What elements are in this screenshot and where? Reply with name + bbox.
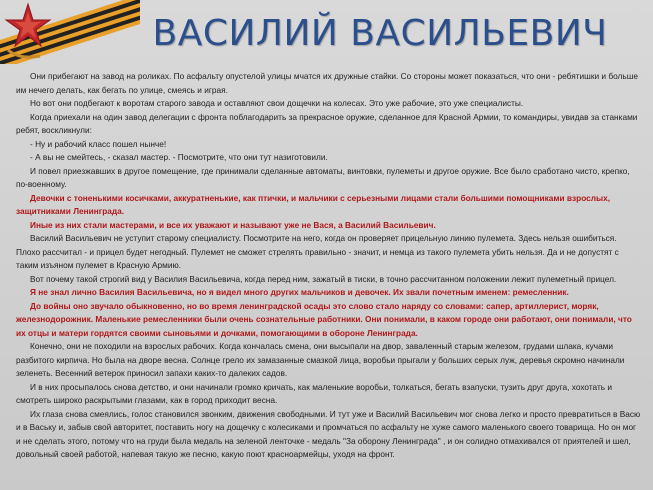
article-body [16,70,642,486]
paragraph: И повел приезжавших в другое помещение, где принимали сделанные автоматы, винтовки, пулеметы и другое оружие. Все было сработано чисто, крепко, по-военному. [16,165,630,189]
emphasis-paragraph: До войны оно звучало обыкновенно, но во время ленинградской осады это слово стало наряду со словами: сапер, артиллерист, моряк, железнодорожник. Маленькие ремесленники были очень сознательные работники. Они понимали, в каком городе они работают, они понимали, что их отцы и матери гордятся своими сыновьями и дочками, помогающими в обороне Ленинграда. [16,300,632,338]
paragraph: Их глаза снова смеялись, голос становился звонким, движения свободными. И тут уже и Василий Васильевич мог снова легко и просто превратиться в Васю и в Ваську и, забыв свой авторитет, поставить ногу на дощечку с колесиками и промчаться по асфальту не хуже самого маленького своего товарища. Но он мог и не сделать этого, потому что на груди была медаль на зеленой ленточке - медаль "За оборону Ленинграда" , и он солидно отмахивался от приятелей и шел, довольный своей работой, напевая такую же песню, какую поют красноармейцы, уходя на фронт. [16,408,641,459]
paragraph: Василий Васильевич не уступит старому специалисту. Посмотрите на него, когда он проверяет прицельную линию пулемета. Здесь нельзя ошибиться. Плохо рассчитал - и прицел будет негодный. Пулемет не сможет стрелять правильно - значит, и немца из такого пулемета убить нельзя. Да и не допустят с таким изъяном пулемет в Красную Армию. [16,233,619,270]
paragraph: Конечно, они не походили на взрослых рабочих. Когда кончалась смена, они высыпали на двор, заваленный старым железом, грудами шлака, кучами разбитого кирпича. Но была на дворе весна. Солнце грело их замазанные смазкой лица, воробьи прыгали у больших серых луж, деревья скромно начинали зеленеть. Весенний ветерок приносил запахи каких-то далеких садов. [16,341,625,378]
emphasis-paragraph: Я не знал лично Василия Васильевича, но я видел много других мальчиков и девочек. Их звали почетным именем: ремесленник. [30,287,569,297]
emphasis-paragraph: Иные из них стали мастерами, и все их уважают и называют уже не Вася, а Василий Васильевич. [30,219,436,230]
paragraph: И в них просыпалось снова детство, и они начинали громко кричать, как маленькие воробьи, толкаться, бегать взапуски, тузить друг друга, хохотать и смотреть широко раскрытыми глазами, как в город приходит весна. [16,381,613,405]
paragraph: Они прибегают на завод на роликах. По асфальту опустелой улицы мчатся их дружные стайки. Со стороны может показаться, что они - ребятишки и больше им нечего делать, как бегать по улице, смеясь и играя. [16,71,638,95]
paragraph: Вот почему такой строгий вид у Василия Васильевича, когда перед ним, зажатый в тиски, в точно рассчитанном положении лежит пулеметный прицел. [30,273,617,284]
victory-emblem-icon [0,0,140,64]
slide-header [0,0,653,64]
paragraph: - А вы не смейтесь, - сказал мастер. - Посмотрите, что они тут назиготовили. [30,152,328,162]
emphasis-paragraph: Девочки с тоненькими косичками, аккуратненькие, как птички, и мальчики с серьезными лицами стали большими помощниками взрослых, защитниками Ленинграда. [16,192,611,216]
paragraph: - Ну и рабочий класс пошел нынче! [30,138,167,149]
paragraph: Но вот они подбегают к воротам старого завода и оставляют свои дощечки на колесах. Это уже рабочие, это уже специалисты. [30,98,524,108]
page-title: ВАСИЛИЙ ВАСИЛЬЕВИЧ [152,13,608,54]
paragraph: Когда приехали на один завод делегации с фронта поблагодарить за прекрасное оружие, сделанное для Красной Армии, то командиры, увидав за станками ребят, воскликнули: [16,111,638,135]
